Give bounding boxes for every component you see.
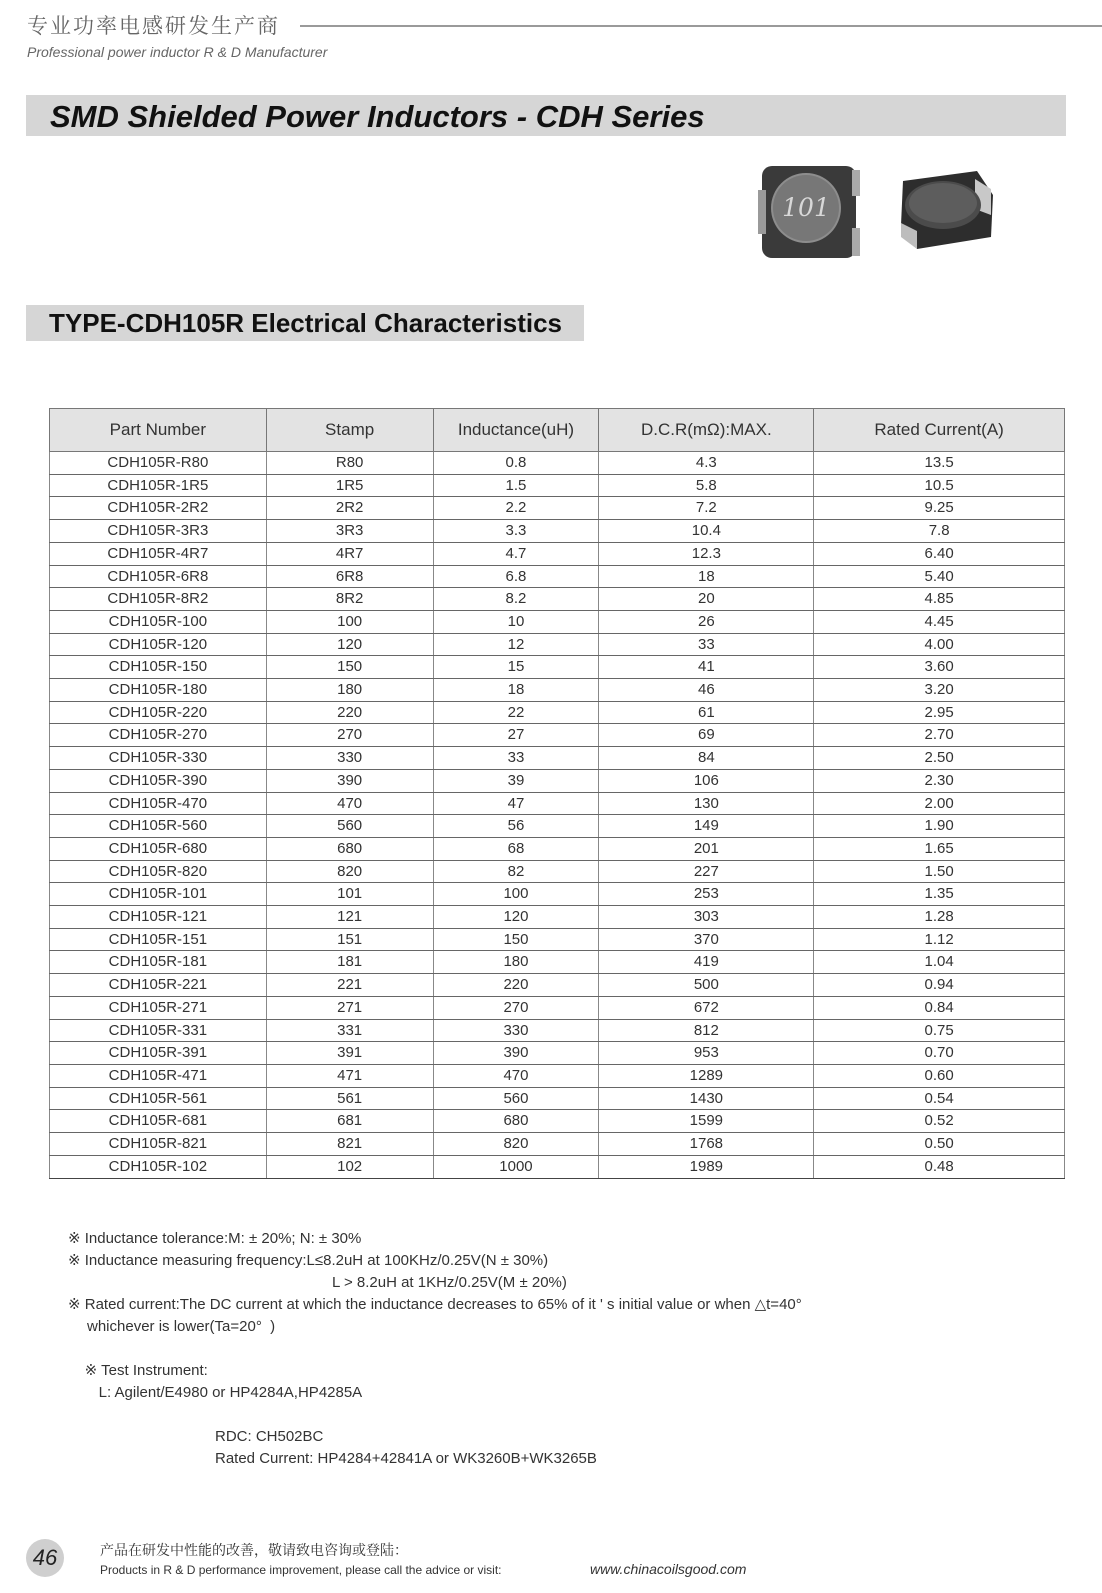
inductance-cell: 22 bbox=[433, 701, 599, 724]
inductance-cell: 2.2 bbox=[433, 497, 599, 520]
rated-current-cell: 1.28 bbox=[814, 906, 1065, 929]
dcr-cell: 7.2 bbox=[599, 497, 814, 520]
rated-current-cell: 4.00 bbox=[814, 633, 1065, 656]
rated-current-cell: 1.12 bbox=[814, 928, 1065, 951]
stamp-cell: 150 bbox=[266, 656, 433, 679]
stamp-cell: 221 bbox=[266, 974, 433, 997]
inductance-cell: 470 bbox=[433, 1064, 599, 1087]
rated-current-cell: 1.90 bbox=[814, 815, 1065, 838]
stamp-cell: 681 bbox=[266, 1110, 433, 1133]
inductance-cell: 330 bbox=[433, 1019, 599, 1042]
inductor-stamp-text: 101 bbox=[782, 193, 830, 222]
part-number-cell: CDH105R-471 bbox=[50, 1064, 267, 1087]
stamp-cell: 151 bbox=[266, 928, 433, 951]
part-number-cell: CDH105R-181 bbox=[50, 951, 267, 974]
dcr-cell: 672 bbox=[599, 996, 814, 1019]
note-test-instrument bbox=[68, 1338, 802, 1426]
main-title: SMD Shielded Power Inductors - CDH Series bbox=[50, 99, 705, 134]
rated-current-cell: 0.54 bbox=[814, 1087, 1065, 1110]
part-number-cell: CDH105R-821 bbox=[50, 1133, 267, 1156]
part-number-cell: CDH105R-561 bbox=[50, 1087, 267, 1110]
rated-current-cell: 5.40 bbox=[814, 565, 1065, 588]
part-number-cell: CDH105R-470 bbox=[50, 792, 267, 815]
rated-current-cell: 4.85 bbox=[814, 588, 1065, 611]
part-number-cell: CDH105R-6R8 bbox=[50, 565, 267, 588]
inductance-cell: 47 bbox=[433, 792, 599, 815]
stamp-cell: 560 bbox=[266, 815, 433, 838]
table-row bbox=[50, 996, 1065, 1019]
dcr-cell: 303 bbox=[599, 906, 814, 929]
inductance-cell: 180 bbox=[433, 951, 599, 974]
part-number-cell: CDH105R-2R2 bbox=[50, 497, 267, 520]
inductor-photo-top bbox=[758, 162, 860, 264]
header-part-number: Part Number bbox=[50, 409, 267, 452]
table-row bbox=[50, 452, 1065, 475]
part-number-cell: CDH105R-150 bbox=[50, 656, 267, 679]
dcr-cell: 201 bbox=[599, 837, 814, 860]
dcr-cell: 18 bbox=[599, 565, 814, 588]
dcr-cell: 4.3 bbox=[599, 452, 814, 475]
part-number-cell: CDH105R-101 bbox=[50, 883, 267, 906]
table-header-row bbox=[50, 409, 1065, 452]
table-row bbox=[50, 1155, 1065, 1178]
inductance-cell: 82 bbox=[433, 860, 599, 883]
part-number-cell: CDH105R-100 bbox=[50, 610, 267, 633]
stamp-cell: 391 bbox=[266, 1042, 433, 1065]
part-number-cell: CDH105R-220 bbox=[50, 701, 267, 724]
inductance-cell: 12 bbox=[433, 633, 599, 656]
note-test-instrument-label: ※ Test Instrument: bbox=[84, 1362, 208, 1379]
table-row bbox=[50, 1087, 1065, 1110]
note-frequency: ※ Inductance measuring frequency:L≤8.2uH at 100KHz/0.25V(N ± 30%) bbox=[68, 1252, 549, 1269]
table-row bbox=[50, 928, 1065, 951]
dcr-cell: 812 bbox=[599, 1019, 814, 1042]
table-row bbox=[50, 1064, 1065, 1087]
stamp-cell: 101 bbox=[266, 883, 433, 906]
rated-current-cell: 3.60 bbox=[814, 656, 1065, 679]
table-row bbox=[50, 747, 1065, 770]
rated-current-cell: 1.50 bbox=[814, 860, 1065, 883]
dcr-cell: 1989 bbox=[599, 1155, 814, 1178]
table-row bbox=[50, 610, 1065, 633]
table-row bbox=[50, 474, 1065, 497]
stamp-cell: 2R2 bbox=[266, 497, 433, 520]
inductor-photo-angle bbox=[893, 165, 1001, 255]
note-instrument-rated: Rated Current: HP4284+42841A or WK3260B+WK3265B bbox=[215, 1450, 597, 1467]
part-number-cell: CDH105R-R80 bbox=[50, 452, 267, 475]
dcr-cell: 12.3 bbox=[599, 542, 814, 565]
part-number-cell: CDH105R-121 bbox=[50, 906, 267, 929]
table-row bbox=[50, 542, 1065, 565]
stamp-cell: 270 bbox=[266, 724, 433, 747]
table-row bbox=[50, 837, 1065, 860]
stamp-cell: 100 bbox=[266, 610, 433, 633]
header-divider bbox=[300, 25, 1102, 27]
note-frequency-cont: L > 8.2uH at 1KHz/0.25V(M ± 20%) bbox=[332, 1274, 567, 1291]
table-row bbox=[50, 906, 1065, 929]
header-en-subtitle: Professional power inductor R & D Manufacturer bbox=[27, 44, 328, 60]
stamp-cell: 4R7 bbox=[266, 542, 433, 565]
part-number-cell: CDH105R-180 bbox=[50, 679, 267, 702]
stamp-cell: 330 bbox=[266, 747, 433, 770]
dcr-cell: 46 bbox=[599, 679, 814, 702]
rated-current-cell: 2.50 bbox=[814, 747, 1065, 770]
table-row bbox=[50, 724, 1065, 747]
rated-current-cell: 0.60 bbox=[814, 1064, 1065, 1087]
stamp-cell: 331 bbox=[266, 1019, 433, 1042]
note-tolerance: ※ Inductance tolerance:M: ± 20%; N: ± 30% bbox=[68, 1230, 362, 1247]
part-number-cell: CDH105R-271 bbox=[50, 996, 267, 1019]
note-instrument-rdc: RDC: CH502BC bbox=[215, 1428, 324, 1445]
table-row bbox=[50, 679, 1065, 702]
dcr-cell: 953 bbox=[599, 1042, 814, 1065]
inductance-cell: 100 bbox=[433, 883, 599, 906]
table-row bbox=[50, 1133, 1065, 1156]
rated-current-cell: 0.52 bbox=[814, 1110, 1065, 1133]
table-row bbox=[50, 951, 1065, 974]
part-number-cell: CDH105R-330 bbox=[50, 747, 267, 770]
footer-url[interactable]: www.chinacoilsgood.com bbox=[590, 1561, 747, 1577]
table-body bbox=[50, 452, 1065, 1179]
rated-current-cell: 1.04 bbox=[814, 951, 1065, 974]
dcr-cell: 130 bbox=[599, 792, 814, 815]
stamp-cell: 471 bbox=[266, 1064, 433, 1087]
table-row bbox=[50, 565, 1065, 588]
table-row bbox=[50, 1042, 1065, 1065]
section-title: TYPE-CDH105R Electrical Characteristics bbox=[49, 308, 563, 338]
dcr-cell: 500 bbox=[599, 974, 814, 997]
inductance-cell: 390 bbox=[433, 1042, 599, 1065]
table-row bbox=[50, 883, 1065, 906]
header-stamp: Stamp bbox=[266, 409, 433, 452]
footer-cn-text: 产品在研发中性能的改善，敬请致电咨询或登陆： bbox=[100, 1543, 408, 1559]
dcr-cell: 1599 bbox=[599, 1110, 814, 1133]
table-row bbox=[50, 1019, 1065, 1042]
header-dcr: D.C.R(mΩ):MAX. bbox=[599, 409, 814, 452]
inductance-cell: 27 bbox=[433, 724, 599, 747]
stamp-cell: 470 bbox=[266, 792, 433, 815]
rated-current-cell: 1.35 bbox=[814, 883, 1065, 906]
stamp-cell: 390 bbox=[266, 769, 433, 792]
part-number-cell: CDH105R-681 bbox=[50, 1110, 267, 1133]
stamp-cell: 820 bbox=[266, 860, 433, 883]
table-row bbox=[50, 1110, 1065, 1133]
dcr-cell: 33 bbox=[599, 633, 814, 656]
note-rated-current-cont: whichever is lower(Ta=20° ) bbox=[87, 1318, 276, 1335]
table-row bbox=[50, 701, 1065, 724]
inductance-cell: 1000 bbox=[433, 1155, 599, 1178]
notes bbox=[68, 1228, 802, 1470]
rated-current-cell: 1.65 bbox=[814, 837, 1065, 860]
part-number-cell: CDH105R-820 bbox=[50, 860, 267, 883]
part-number-cell: CDH105R-221 bbox=[50, 974, 267, 997]
table-row bbox=[50, 656, 1065, 679]
part-number-cell: CDH105R-390 bbox=[50, 769, 267, 792]
section-title-bar bbox=[26, 305, 584, 341]
note-instrument-l: L: Agilent/E4980 or HP4284A,HP4285A bbox=[98, 1384, 363, 1401]
inductance-cell: 18 bbox=[433, 679, 599, 702]
inductance-cell: 56 bbox=[433, 815, 599, 838]
inductance-cell: 33 bbox=[433, 747, 599, 770]
rated-current-cell: 9.25 bbox=[814, 497, 1065, 520]
rated-current-cell: 2.30 bbox=[814, 769, 1065, 792]
rated-current-cell: 2.95 bbox=[814, 701, 1065, 724]
header-cn-title: 专业功率电感研发生产商 bbox=[27, 14, 280, 38]
inductance-cell: 560 bbox=[433, 1087, 599, 1110]
part-number-cell: CDH105R-102 bbox=[50, 1155, 267, 1178]
table-row bbox=[50, 860, 1065, 883]
table-row bbox=[50, 588, 1065, 611]
stamp-cell: R80 bbox=[266, 452, 433, 475]
stamp-cell: 680 bbox=[266, 837, 433, 860]
part-number-cell: CDH105R-120 bbox=[50, 633, 267, 656]
dcr-cell: 26 bbox=[599, 610, 814, 633]
table-row bbox=[50, 497, 1065, 520]
dcr-cell: 1768 bbox=[599, 1133, 814, 1156]
table-row bbox=[50, 520, 1065, 543]
rated-current-cell: 3.20 bbox=[814, 679, 1065, 702]
inductance-cell: 15 bbox=[433, 656, 599, 679]
inductance-cell: 39 bbox=[433, 769, 599, 792]
dcr-cell: 84 bbox=[599, 747, 814, 770]
rated-current-cell: 10.5 bbox=[814, 474, 1065, 497]
part-number-cell: CDH105R-1R5 bbox=[50, 474, 267, 497]
inductance-cell: 0.8 bbox=[433, 452, 599, 475]
inductance-cell: 6.8 bbox=[433, 565, 599, 588]
stamp-cell: 180 bbox=[266, 679, 433, 702]
note-rated-current: ※ Rated current:The DC current at which the inductance decreases to 65% of it ' s initial value or when △t=40° bbox=[68, 1296, 802, 1313]
table-row bbox=[50, 792, 1065, 815]
dcr-cell: 61 bbox=[599, 701, 814, 724]
inductance-cell: 8.2 bbox=[433, 588, 599, 611]
stamp-cell: 102 bbox=[266, 1155, 433, 1178]
inductance-cell: 220 bbox=[433, 974, 599, 997]
table-row bbox=[50, 974, 1065, 997]
inductance-cell: 1.5 bbox=[433, 474, 599, 497]
footer-en-text: Products in R & D performance improvement, please call the advice or visit: bbox=[100, 1563, 502, 1577]
dcr-cell: 20 bbox=[599, 588, 814, 611]
inductance-cell: 680 bbox=[433, 1110, 599, 1133]
stamp-cell: 821 bbox=[266, 1133, 433, 1156]
inductance-cell: 150 bbox=[433, 928, 599, 951]
inductance-cell: 3.3 bbox=[433, 520, 599, 543]
dcr-cell: 370 bbox=[599, 928, 814, 951]
rated-current-cell: 0.84 bbox=[814, 996, 1065, 1019]
stamp-cell: 6R8 bbox=[266, 565, 433, 588]
inductance-cell: 120 bbox=[433, 906, 599, 929]
rated-current-cell: 13.5 bbox=[814, 452, 1065, 475]
inductance-cell: 4.7 bbox=[433, 542, 599, 565]
dcr-cell: 227 bbox=[599, 860, 814, 883]
stamp-cell: 220 bbox=[266, 701, 433, 724]
inductance-cell: 68 bbox=[433, 837, 599, 860]
dcr-cell: 106 bbox=[599, 769, 814, 792]
rated-current-cell: 0.70 bbox=[814, 1042, 1065, 1065]
dcr-cell: 10.4 bbox=[599, 520, 814, 543]
page-number: 46 bbox=[26, 1539, 64, 1577]
part-number-cell: CDH105R-151 bbox=[50, 928, 267, 951]
table-row bbox=[50, 769, 1065, 792]
rated-current-cell: 0.75 bbox=[814, 1019, 1065, 1042]
inductance-cell: 820 bbox=[433, 1133, 599, 1156]
part-number-cell: CDH105R-331 bbox=[50, 1019, 267, 1042]
rated-current-cell: 0.50 bbox=[814, 1133, 1065, 1156]
table-row bbox=[50, 633, 1065, 656]
main-title-bar bbox=[26, 95, 1066, 136]
inductance-cell: 10 bbox=[433, 610, 599, 633]
rated-current-cell: 2.70 bbox=[814, 724, 1065, 747]
stamp-cell: 1R5 bbox=[266, 474, 433, 497]
part-number-cell: CDH105R-560 bbox=[50, 815, 267, 838]
dcr-cell: 1289 bbox=[599, 1064, 814, 1087]
header-rated-current: Rated Current(A) bbox=[814, 409, 1065, 452]
rated-current-cell: 7.8 bbox=[814, 520, 1065, 543]
table-row bbox=[50, 815, 1065, 838]
part-number-cell: CDH105R-391 bbox=[50, 1042, 267, 1065]
dcr-cell: 253 bbox=[599, 883, 814, 906]
header-inductance: Inductance(uH) bbox=[433, 409, 599, 452]
part-number-cell: CDH105R-8R2 bbox=[50, 588, 267, 611]
inductance-cell: 270 bbox=[433, 996, 599, 1019]
stamp-cell: 121 bbox=[266, 906, 433, 929]
stamp-cell: 8R2 bbox=[266, 588, 433, 611]
stamp-cell: 181 bbox=[266, 951, 433, 974]
dcr-cell: 149 bbox=[599, 815, 814, 838]
stamp-cell: 3R3 bbox=[266, 520, 433, 543]
rated-current-cell: 0.94 bbox=[814, 974, 1065, 997]
rated-current-cell: 6.40 bbox=[814, 542, 1065, 565]
electrical-characteristics-table bbox=[49, 408, 1065, 1179]
dcr-cell: 41 bbox=[599, 656, 814, 679]
part-number-cell: CDH105R-4R7 bbox=[50, 542, 267, 565]
part-number-cell: CDH105R-270 bbox=[50, 724, 267, 747]
rated-current-cell: 0.48 bbox=[814, 1155, 1065, 1178]
rated-current-cell: 4.45 bbox=[814, 610, 1065, 633]
stamp-cell: 561 bbox=[266, 1087, 433, 1110]
part-number-cell: CDH105R-3R3 bbox=[50, 520, 267, 543]
dcr-cell: 5.8 bbox=[599, 474, 814, 497]
dcr-cell: 1430 bbox=[599, 1087, 814, 1110]
rated-current-cell: 2.00 bbox=[814, 792, 1065, 815]
stamp-cell: 271 bbox=[266, 996, 433, 1019]
stamp-cell: 120 bbox=[266, 633, 433, 656]
dcr-cell: 419 bbox=[599, 951, 814, 974]
part-number-cell: CDH105R-680 bbox=[50, 837, 267, 860]
dcr-cell: 69 bbox=[599, 724, 814, 747]
